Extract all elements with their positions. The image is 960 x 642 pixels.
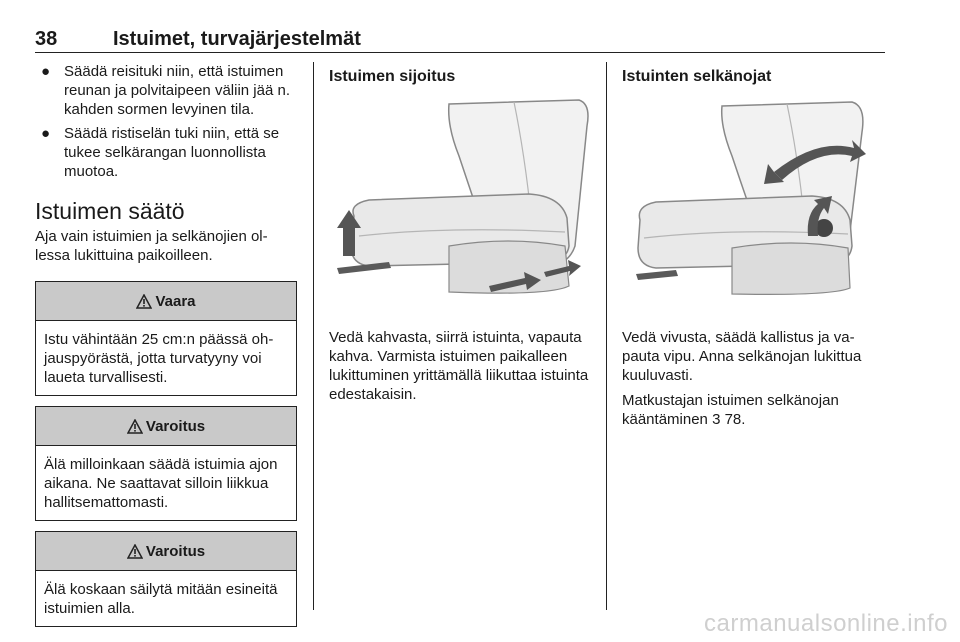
notice-title: Varoitus (145, 417, 206, 435)
bullet-icon: ● (41, 63, 51, 80)
warning-triangle-icon (127, 544, 143, 559)
page-header (35, 28, 885, 53)
backrest-illustration (622, 96, 886, 308)
backrest-reference-text: Matkustajan istuimen selkänojan kääntäminen 3 78. (622, 392, 839, 428)
column-divider (313, 62, 314, 610)
page-reference-icon: 3 (712, 411, 721, 428)
watermark: carmanualsonline.info (704, 610, 948, 637)
notice-title: Vaara (155, 292, 196, 310)
warning-triangle-icon (127, 419, 143, 434)
warning-triangle-icon (136, 294, 152, 309)
column-1 (35, 62, 297, 627)
column-3 (622, 62, 884, 435)
column-heading: Istuinten selkänojat (622, 68, 772, 85)
caution-notice (35, 406, 297, 521)
page-number: 38 (35, 28, 58, 50)
notice-body: Älä koskaan säilytä mitään esineitä istuimien alla. (44, 581, 278, 617)
seat-position-illustration (329, 96, 593, 308)
column-2 (329, 62, 593, 410)
page-title: Istuimet, turvajärjestelmät (113, 28, 361, 50)
list-item: ● Säädä ristiselän tuki niin, että se tukee selkärangan luonnollista muotoa. (41, 125, 280, 180)
backrest-drawing (622, 96, 884, 308)
notice-body: Istu vähintään 25 cm:n päässä ohjauspyörästä, jotta turvatyyny voi laueta turvallisesti. (44, 331, 274, 386)
notice-title: Varoitus (145, 542, 206, 560)
notice-body: Älä milloinkaan säädä istuimia ajon aikana. Ne saattavat silloin liikkua hallitsemattomasti. (44, 456, 278, 511)
seat-illustration (329, 96, 593, 308)
bullet-list (35, 62, 297, 181)
caution-notice (35, 531, 297, 627)
section-title: Istuimen säätö (35, 198, 185, 224)
column-heading: Istuimen sijoitus (329, 68, 456, 85)
backrest-text: Vedä vivusta, säädä kallistus ja vapauta vipu. Anna selkänojan lukittua kuuluvasti. (622, 329, 862, 384)
list-item: ● Säädä reisituki niin, että istuimen reunan ja polvitaipeen väliin jää n. kahden sormen levyinen tila. (41, 63, 290, 118)
intro-paragraph: Aja vain istuimien ja selkänojien ollessa lukittuina paikoilleen. (35, 228, 268, 264)
danger-notice (35, 281, 297, 396)
bullet-icon: ● (41, 125, 51, 142)
column-divider (606, 62, 607, 610)
seat-position-text: Vedä kahvasta, siirrä istuinta, vapauta kahva. Varmista istuimen paikalleen lukittuminen yrittämällä liikuttaa istuinta edestakaisin. (329, 329, 589, 403)
